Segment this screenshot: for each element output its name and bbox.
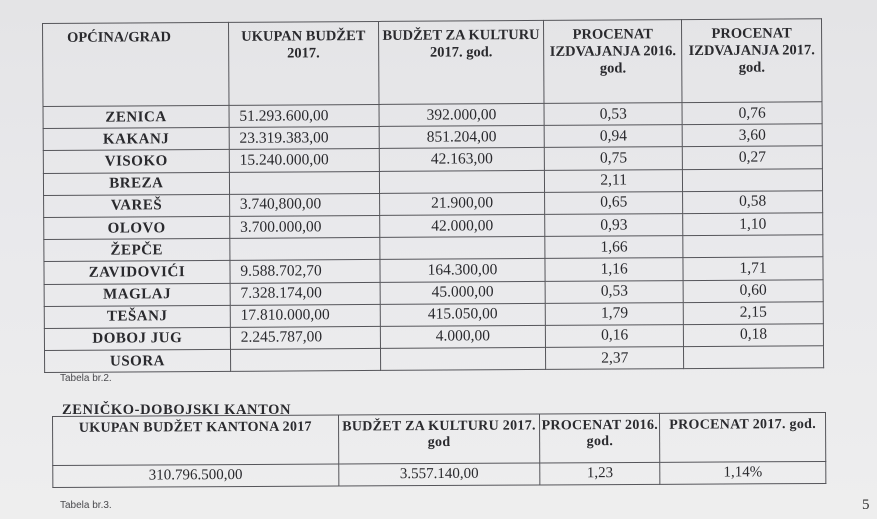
municipal-budget-rows bbox=[43, 102, 824, 373]
share-2017-cell: 0,58 bbox=[683, 190, 823, 213]
share-2016-cell: 2,11 bbox=[545, 169, 683, 192]
culture-budget-cell bbox=[379, 237, 545, 260]
total-budget-cell: 23.319.383,00 bbox=[229, 127, 379, 150]
canton-table-title: ZENIČKO-DOBOJSKI KANTON bbox=[62, 402, 292, 418]
share-2017-cell: 0,76 bbox=[682, 102, 822, 125]
culture-budget-cell: 164.300,00 bbox=[380, 259, 546, 282]
culture-budget-cell bbox=[379, 170, 545, 193]
municipality-name-cell: USORA bbox=[45, 349, 231, 372]
total-budget-cell bbox=[230, 349, 380, 372]
canton-budget-table bbox=[52, 412, 826, 488]
share-2016-cell: 1,79 bbox=[546, 302, 684, 325]
share-2017-cell: 0,18 bbox=[683, 324, 823, 347]
page-number: 5 bbox=[862, 497, 870, 513]
table-2-caption: Tabela br.2. bbox=[60, 373, 112, 384]
share-2016-cell: 0,94 bbox=[544, 125, 682, 148]
share-2017-cell: 1,71 bbox=[683, 257, 823, 280]
share-2016-cell: 0,65 bbox=[545, 191, 683, 214]
culture-budget-cell: 392.000,00 bbox=[379, 103, 545, 126]
share-2016-cell: 0,53 bbox=[545, 280, 683, 303]
culture-budget-cell bbox=[380, 347, 546, 370]
share-2016-cell: 0,93 bbox=[545, 214, 683, 237]
culture-budget-cell: 4.000,00 bbox=[380, 325, 546, 348]
municipality-name-cell: VISOKO bbox=[43, 150, 229, 173]
municipality-name-cell: DOBOJ JUG bbox=[44, 327, 230, 350]
municipality-name-cell: OLOVO bbox=[44, 216, 230, 239]
municipality-name-cell: ZENICA bbox=[43, 105, 229, 128]
share-2017-cell: 1,10 bbox=[683, 213, 823, 236]
header-share-2016: PROCENAT IZDVAJANJA 2016. god. bbox=[544, 20, 682, 104]
table-3-caption: Tabela br.3. bbox=[60, 500, 112, 511]
total-budget-cell bbox=[229, 171, 379, 194]
share-2017-cell: 3,60 bbox=[682, 124, 822, 147]
header-canton-share-2017: PROCENAT 2017. god. bbox=[660, 412, 826, 462]
culture-budget-cell: 21.900,00 bbox=[379, 192, 545, 215]
municipality-name-cell: TEŠANJ bbox=[44, 305, 230, 328]
culture-budget-cell: 42.163,00 bbox=[379, 148, 545, 171]
municipality-name-cell: KAKANJ bbox=[43, 128, 229, 151]
total-budget-cell: 15.240.000,00 bbox=[229, 149, 379, 172]
share-2017-cell: 2,15 bbox=[683, 301, 823, 324]
municipality-name-cell: BREZA bbox=[43, 172, 229, 195]
total-budget-cell: 51.293.600,00 bbox=[229, 104, 379, 127]
header-culture-budget: BUDŽET ZA KULTURU 2017. god. bbox=[378, 20, 544, 104]
share-2016-cell: 1,66 bbox=[545, 236, 683, 259]
municipality-name-cell: ŽEPČE bbox=[44, 238, 230, 261]
share-2017-cell: 0,27 bbox=[682, 146, 822, 169]
table-row bbox=[45, 346, 824, 373]
total-budget-cell: 17.810.000,00 bbox=[230, 304, 380, 327]
table-row bbox=[53, 461, 826, 487]
header-canton-total-budget: UKUPAN BUDŽET KANTONA 2017 bbox=[53, 415, 339, 465]
header-total-budget: UKUPAN BUDŽET 2017. bbox=[228, 21, 378, 105]
share-2017-cell bbox=[684, 346, 824, 369]
share-2017-cell bbox=[683, 235, 823, 258]
share-2017-cell bbox=[683, 168, 823, 191]
share-2017-cell: 0,60 bbox=[683, 279, 823, 302]
share-2016-cell: 1,16 bbox=[545, 258, 683, 281]
share-2016-cell: 0,16 bbox=[546, 324, 684, 347]
total-budget-cell: 3.740,800,00 bbox=[229, 193, 379, 216]
culture-budget-cell: 851.204,00 bbox=[379, 126, 545, 149]
header-municipality: OPĆINA/GRAD bbox=[43, 22, 229, 106]
total-budget-cell: 7.328.174,00 bbox=[230, 282, 380, 305]
total-budget-cell bbox=[230, 238, 380, 261]
culture-budget-cell: 42.000,00 bbox=[379, 214, 545, 237]
municipality-name-cell: MAGLAJ bbox=[44, 283, 230, 306]
share-2016-cell: 0,75 bbox=[545, 147, 683, 170]
share-2016-cell: 0,53 bbox=[544, 103, 682, 126]
culture-budget-cell: 415.050,00 bbox=[380, 303, 546, 326]
canton-share-2017-cell: 1,14% bbox=[660, 461, 826, 484]
municipality-name-cell: ZAVIDOVIĆI bbox=[44, 261, 230, 284]
canton-total-budget-cell: 310.796.500,00 bbox=[53, 464, 339, 487]
table-header-row bbox=[43, 19, 822, 107]
share-2016-cell: 2,37 bbox=[546, 347, 684, 370]
header-share-2017: PROCENAT IZDVAJANJA 2017. god. bbox=[682, 19, 822, 103]
total-budget-cell: 9.588.702,70 bbox=[230, 260, 380, 283]
header-canton-share-2016: PROCENAT 2016. god. bbox=[540, 413, 660, 463]
total-budget-cell: 2.245.787,00 bbox=[230, 326, 380, 349]
total-budget-cell: 3.700.000,00 bbox=[229, 215, 379, 238]
municipal-budget-table bbox=[42, 18, 824, 373]
canton-culture-budget-cell: 3.557.140,00 bbox=[338, 463, 540, 486]
header-canton-culture-budget: BUDŽET ZA KULTURU 2017. god bbox=[338, 414, 540, 464]
canton-share-2016-cell: 1,23 bbox=[540, 462, 660, 485]
culture-budget-cell: 45.000,00 bbox=[380, 281, 546, 304]
municipality-name-cell: VAREŠ bbox=[44, 194, 230, 217]
table-header-row bbox=[53, 412, 826, 465]
